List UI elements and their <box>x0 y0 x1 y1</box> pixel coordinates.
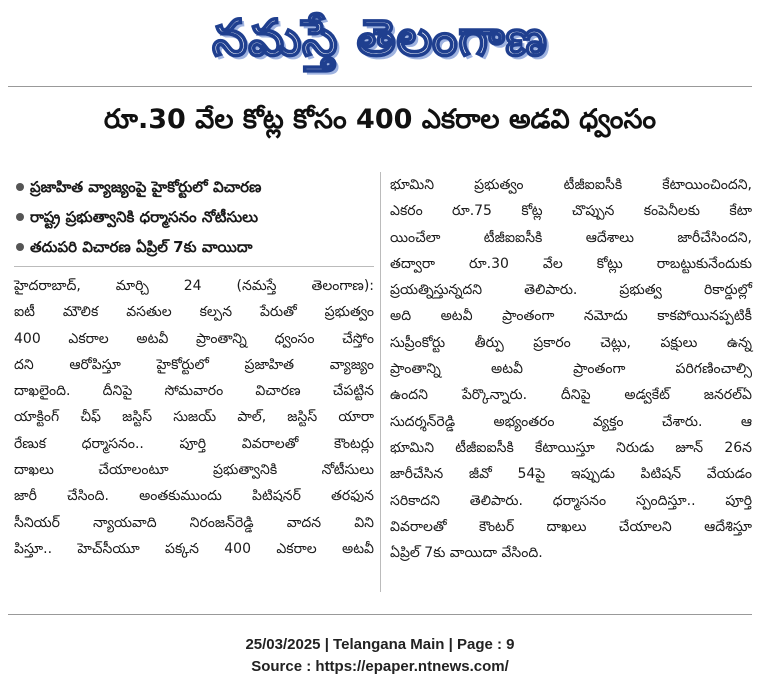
right-column <box>390 172 752 566</box>
article-headline: రూ.30 వేల కోట్ల కోసం 400 ఎకరాల అడవి ధ్వంసం <box>103 104 657 135</box>
highlight-text: రాష్ట్ర ప్రభుత్వానికి ధర్మాసనం నోటీసులు <box>30 208 259 226</box>
body-line: ఏప్రిల్ 7కు వాయిదా వేసింది. <box>390 545 543 562</box>
body-line: రేణుక ధర్మాసనం.. పూర్తి వివరాలతో కౌంటర్లు <box>14 435 374 452</box>
body-line: సరికాదని తెలిపారు. ధర్మాసనం స్పందిస్తూ.. పూర్తి <box>390 492 752 509</box>
body-line: దాఖలైంది. దీనిపై సోమవారం విచారణ చేపట్టిన <box>14 383 374 400</box>
body-line: సీనియర్ న్యాయవాది నిరంజన్‌రెడ్డి వాదన విని <box>14 514 374 531</box>
body-line: యించేలా టీజీఐఐసీకి ఆదేశాలు జారీచేసిందని, <box>390 229 752 246</box>
bullet-icon <box>16 213 24 221</box>
bullets-divider <box>14 266 374 267</box>
highlight-item <box>14 202 374 232</box>
body-line: వివరాలతో కౌంటర్ దాఖలు చేయాలని ఆదేశిస్తూ <box>390 518 752 535</box>
body-line: హైదరాబాద్, మార్చి 24 (నమస్తే తెలంగాణ): <box>14 278 374 294</box>
body-line: ఎకరం రూ.75 కోట్ల చొప్పున కంపెనీలకు కేటా <box>390 203 752 220</box>
body-line: దాఖలు చేయాలంటూ ప్రభుత్వానికి నోటీసులు <box>14 462 374 479</box>
body-line: జారీచేసిన జీవో 54పై ఇప్పుడు పిటిషన్ వేయడం <box>390 466 752 483</box>
bottom-rule <box>8 614 752 615</box>
highlight-text: తదుపరి విచారణ ఏప్రిల్ 7కు వాయిదా <box>30 238 253 256</box>
body-line: దని ఆరోపిస్తూ హైకోర్టులో ప్రజాహిత వ్యాజ్యం <box>14 356 374 373</box>
body-line: జారీ చేసింది. అంతకుముందు పిటిషనర్ తరఫున <box>14 488 374 505</box>
body-line: అది అటవీ ప్రాంతంగా నమోదు కాకపోయినప్పటికీ <box>390 308 752 325</box>
body-line: సుప్రీంకోర్టు తీర్పు ప్రకారం చెట్లు, పక్షులు ఉన్న <box>390 334 752 351</box>
bullet-icon <box>16 183 24 191</box>
newspaper-logo: నమస్తే తెలంగాణ <box>212 9 548 67</box>
body-line: భూమిని ప్రభుత్వం టీజీఐఐసీకి కేటాయించిందని, <box>390 177 752 193</box>
footer <box>0 634 760 678</box>
edition-info: 25/03/2025 | Telangana Main | Page : 9 <box>245 636 515 653</box>
source-link[interactable]: Source : https://epaper.ntnews.com/ <box>251 658 509 675</box>
body-line: పిస్తూ.. హెచ్‌సీయూ పక్కన 400 ఎకరాల అటవీ <box>14 540 374 557</box>
column-divider <box>380 172 381 592</box>
left-column-body <box>14 273 374 562</box>
highlight-item <box>14 172 374 202</box>
body-line: ప్రయత్నిస్తున్నదని తెలిపారు. ప్రభుత్వ రికార్డుల్లో <box>390 282 752 299</box>
masthead <box>0 0 760 80</box>
body-line: సుదర్శన్‌రెడ్డి అభ్యంతరం వ్యక్తం చేశారు. ఆ <box>390 413 752 430</box>
body-line: 400 ఎకరాల అటవీ ప్రాంతాన్ని ధ్వంసం చేస్తోం <box>14 330 374 347</box>
body-line: ప్రాంతాన్ని అటవీ ప్రాంతంగా పరిగణించాల్సి <box>390 361 752 378</box>
highlight-text: ప్రజాహిత వ్యాజ్యంపై హైకోర్టులో విచారణ <box>30 178 262 196</box>
highlights-list <box>14 172 374 262</box>
body-line: తద్వారా రూ.30 వేల కోట్లు రాబట్టుకునేందుకు <box>390 255 752 272</box>
body-line: ఐటీ మౌలిక వసతుల కల్పన పేరుతో ప్రభుత్వం <box>14 304 374 321</box>
bullet-icon <box>16 243 24 251</box>
body-line: భూమిని టీజీఐఐసీకి కేటాయిస్తూ నిరుడు జూన్ 26న <box>390 439 752 456</box>
top-rule <box>8 86 752 87</box>
body-line: ఉందని పేర్కొన్నారు. దీనిపై అడ్వకేట్ జనరల్‌ఏ <box>390 387 752 404</box>
right-column-body <box>390 172 752 566</box>
left-column <box>14 172 374 562</box>
body-line: యాక్టింగ్ చీఫ్ జస్టిస్ సుజయ్ పాల్, జస్టిస్ యారా <box>14 409 374 426</box>
highlight-item <box>14 232 374 262</box>
